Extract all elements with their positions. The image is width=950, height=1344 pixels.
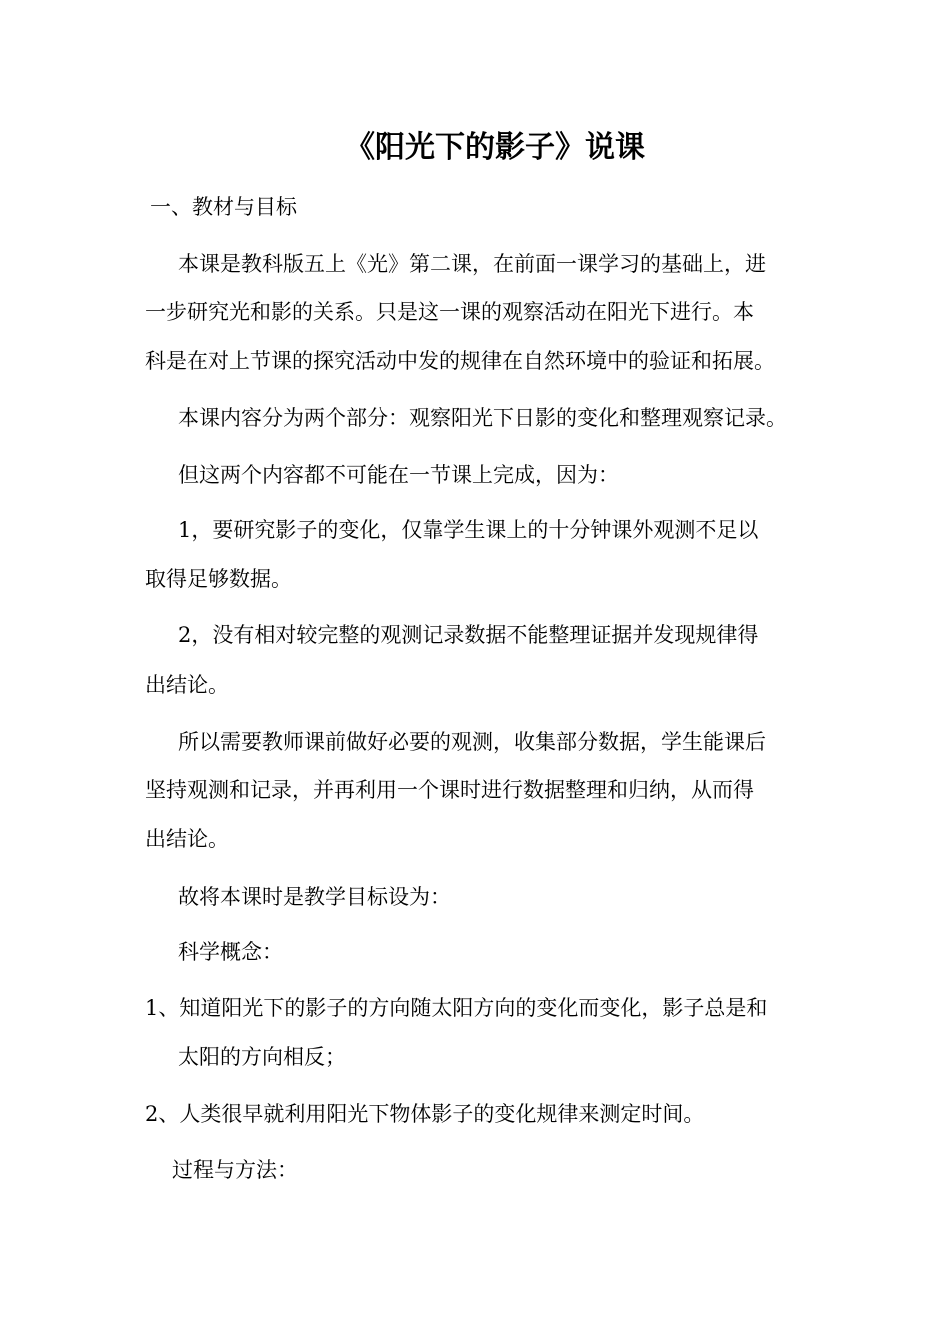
list-item-continuation: 太阳的方向相反； xyxy=(178,1045,346,1069)
paragraph-line: 一步研究光和影的关系。只是这一课的观察活动在阳光下进行。本 xyxy=(145,300,754,324)
subheading: 过程与方法： xyxy=(172,1158,298,1182)
paragraph-line: 取得足够数据。 xyxy=(145,567,292,591)
paragraph-line: 所以需要教师课前做好必要的观测，收集部分数据，学生能课后 xyxy=(178,730,766,754)
paragraph-line: 本课是教科版五上《光》第二课，在前面一课学习的基础上，进 xyxy=(178,252,766,276)
paragraph-line: 出结论。 xyxy=(145,673,229,697)
paragraph-line: 故将本课时是教学目标设为： xyxy=(178,885,451,909)
section-heading: 一、教材与目标 xyxy=(150,195,297,219)
paragraph-line: 本课内容分为两个部分：观察阳光下日影的变化和整理观察记录。 xyxy=(178,406,787,430)
document-title: 《阳光下的影子》说课 xyxy=(345,130,645,165)
paragraph-line: 出结论。 xyxy=(145,827,229,851)
paragraph-line: 坚持观测和记录，并再利用一个课时进行数据整理和归纳，从而得 xyxy=(145,778,754,802)
paragraph-line: 1，要研究影子的变化，仅靠学生课上的十分钟课外观测不足以 xyxy=(178,518,759,542)
paragraph-line: 但这两个内容都不可能在一节课上完成，因为： xyxy=(178,463,619,487)
subheading: 科学概念： xyxy=(178,940,283,964)
list-item: 2、人类很早就利用阳光下物体影子的变化规律来测定时间。 xyxy=(145,1102,705,1126)
paragraph-line: 2，没有相对较完整的观测记录数据不能整理证据并发现规律得 xyxy=(178,623,759,647)
list-item: 1、知道阳光下的影子的方向随太阳方向的变化而变化，影子总是和 xyxy=(145,996,768,1020)
paragraph-line: 科是在对上节课的探究活动中发的规律在自然环境中的验证和拓展。 xyxy=(145,349,775,373)
